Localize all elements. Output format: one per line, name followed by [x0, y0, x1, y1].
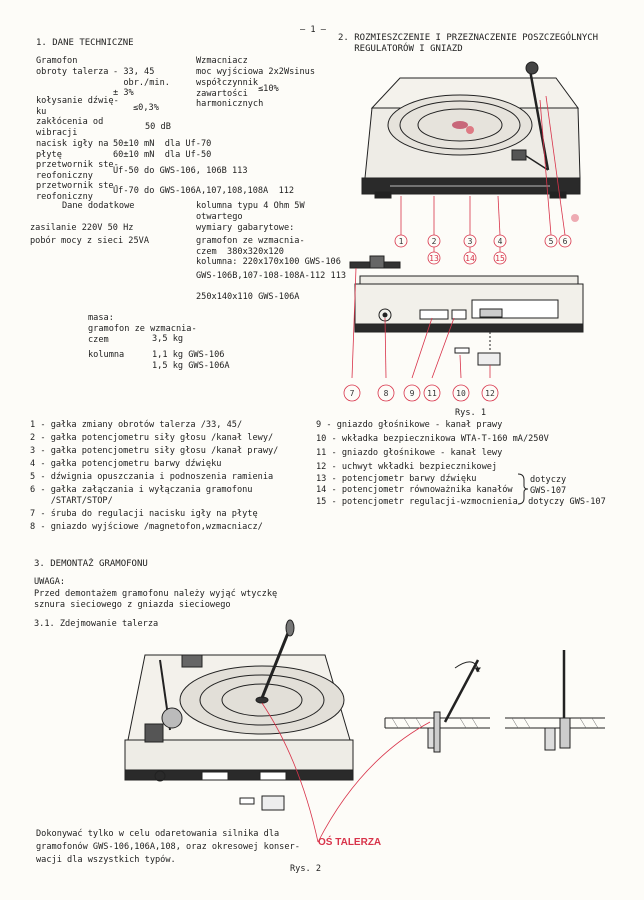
- obroty-label: obroty talerza: [36, 67, 109, 77]
- legend-left-3: 3 - gałka potencjometru siły głosu /kanał prawy/: [30, 446, 279, 456]
- legend-right-14: 14 - potencjometr równoważnika kanałów: [316, 485, 513, 495]
- callout-5: 5: [548, 237, 554, 246]
- uwaga-label: UWAGA:: [34, 577, 66, 587]
- callout-3: 3: [467, 237, 473, 246]
- legend-left-5: 5 - dźwignia opuszczania i podnoszenia ramienia: [30, 472, 274, 482]
- section-1-title: 1. DANE TECHNICZNE: [36, 38, 134, 48]
- callout-6: 6: [562, 237, 568, 246]
- rys-1-caption: Rys. 1: [455, 408, 487, 418]
- turntable-rear-drawing: [350, 256, 583, 365]
- callout-4: 4: [497, 237, 503, 246]
- zasilanie: zasilanie 220V 50 Hz: [30, 223, 134, 233]
- callout-15: 15: [495, 254, 505, 263]
- callout-14: 14: [465, 254, 475, 263]
- przetwornik-2-label: przetwornik ste- reofoniczny: [36, 181, 119, 202]
- callout-11: 11: [427, 389, 437, 398]
- legend-right-15: 15 - potencjometr regulacji-wzmocnienia dotyczy GWS-107: [316, 497, 606, 507]
- wspolczynnik-value: ≤10%: [258, 84, 279, 94]
- page-number: — 1 —: [300, 25, 326, 35]
- zaklocenia-label: zakłócenia od wibracji: [36, 117, 104, 138]
- legend-right-11: 11 - gniazdo głośnikowe - kanał lewy: [316, 448, 503, 458]
- rys-2-caption: Rys. 2: [290, 864, 322, 874]
- gramofon-header: Gramofon: [36, 56, 78, 66]
- callout-13: 13: [429, 254, 439, 263]
- nacisk-value: 50±10 mN dla Uf-70 60±10 mN dla Uf-50: [113, 139, 212, 160]
- spindle-detail-drawings: [385, 650, 605, 752]
- kolysanie-label: kołysanie dźwię- ku: [36, 96, 119, 117]
- pobor-mocy: pobór mocy z sieci 25VA: [30, 236, 149, 246]
- masa-gramofon-value: 3,5 kg: [152, 334, 184, 344]
- obroty-value: - 33, 45 obr./min. ± 3%: [113, 67, 170, 98]
- legend-right-10: 10 - wkładka bezpiecznikowa WTA-T-160 mA/250V: [316, 434, 549, 444]
- os-talerza-label: OŚ TALERZA: [318, 837, 382, 848]
- section-2-title: 2. ROZMIESZCZENIE I PRZEZNACZENIE POSZCZEGÓLNYCH REGULATORÓW I GNIAZD: [338, 33, 599, 54]
- przetwornik-2-value: Uf-70 do GWS-106A,107,108,108A 112: [113, 186, 295, 196]
- legend-left-4: 4 - gałka potencjometru barwy dźwięku: [30, 459, 222, 469]
- legend-left-7: 7 - śruba do regulacji nacisku igły na płytę: [30, 509, 258, 519]
- kolysanie-value: ≤0,3%: [133, 103, 159, 113]
- wymiary-3: 250x140x110 GWS-106A: [196, 292, 300, 302]
- legend-left-1: 1 - gałka zmiany obrotów talerza /33, 45/: [30, 420, 243, 430]
- maintenance-note: Dokonywać tylko w celu odaretowania silnika dla gramofonów GWS-106,106A,108, oraz okresowej konser- wacji dla wszystkich typów.: [36, 829, 300, 865]
- wspolczynnik: współczynnik zawartości harmonicznych: [196, 78, 264, 109]
- legend-right-9: 9 - gniazdo głośnikowe - kanał prawy: [316, 420, 503, 430]
- legend-right-13: 13 - potencjometr barwy dźwięku: [316, 474, 477, 484]
- przetwornik-1-label: przetwornik ste- reofoniczny: [36, 160, 119, 181]
- uwaga-text: Przed demontażem gramofonu należy wyjąć wtyczkę sznura sieciowego z gniazda sieciowego: [34, 589, 278, 610]
- masa-kolumna: kolumna: [88, 350, 125, 360]
- przetwornik-1-value: Uf-50 do GWS-106, 106B 113: [113, 166, 248, 176]
- nacisk-label: nacisk igły na płytę: [36, 139, 109, 160]
- legend-left-8: 8 - gniazdo wyjściowe /magnetofon,wzmacniacz/: [30, 522, 263, 532]
- wzmacniacz-header: Wzmacniacz: [196, 56, 248, 66]
- callout-2: 2: [431, 237, 437, 246]
- turntable-top-drawing: [362, 62, 580, 222]
- legend-right-12: 12 - uchwyt wkładki bezpiecznikowej: [316, 462, 498, 472]
- kolumna-wymiary: kolumna: 220x170x100 GWS-106: [196, 257, 341, 267]
- moc-wyjsciowa: moc wyjściowa 2x2Wsinus: [196, 67, 315, 77]
- callout-9: 9: [409, 389, 415, 398]
- kolumna-typu: kolumna typu 4 Ohm 5W otwartego: [196, 201, 305, 222]
- masa-label: masa:: [88, 313, 114, 323]
- dane-dodatkowe: Dane dodatkowe: [62, 201, 135, 211]
- wymiary: wymiary gabarytowe:: [196, 223, 295, 233]
- callout-1: 1: [398, 237, 404, 246]
- masa-gramofon: gramofon ze wzmacnia- czem: [88, 324, 197, 345]
- zaklocenia-value: 50 dB: [145, 122, 171, 132]
- legend-left-2: 2 - gałka potencjometru siły głosu /kanał lewy/: [30, 433, 274, 443]
- section-3-title: 3. DEMONTAŻ GRAMOFONU: [34, 559, 148, 569]
- callout-8: 8: [383, 389, 389, 398]
- legend-left-6: 6 - gałka załączania i wyłączania gramofonu /START/STOP/: [30, 485, 253, 506]
- gramofon-wymiary: gramofon ze wzmacnia- czem 380x320x120: [196, 236, 305, 257]
- masa-kolumna-value: 1,1 kg GWS-106 1,5 kg GWS-106A: [152, 350, 230, 371]
- callout-12: 12: [485, 389, 495, 398]
- callout-7: 7: [349, 389, 355, 398]
- subsection-3-1: 3.1. Zdejmowanie talerza: [34, 619, 159, 629]
- kolumna-wymiary-2: GWS-106B,107-108-108A-112 113: [196, 271, 347, 281]
- callout-10: 10: [456, 389, 466, 398]
- legend-brace-text: dotyczy GWS-107: [530, 475, 567, 496]
- turntable-disassembly-drawing: [125, 620, 353, 810]
